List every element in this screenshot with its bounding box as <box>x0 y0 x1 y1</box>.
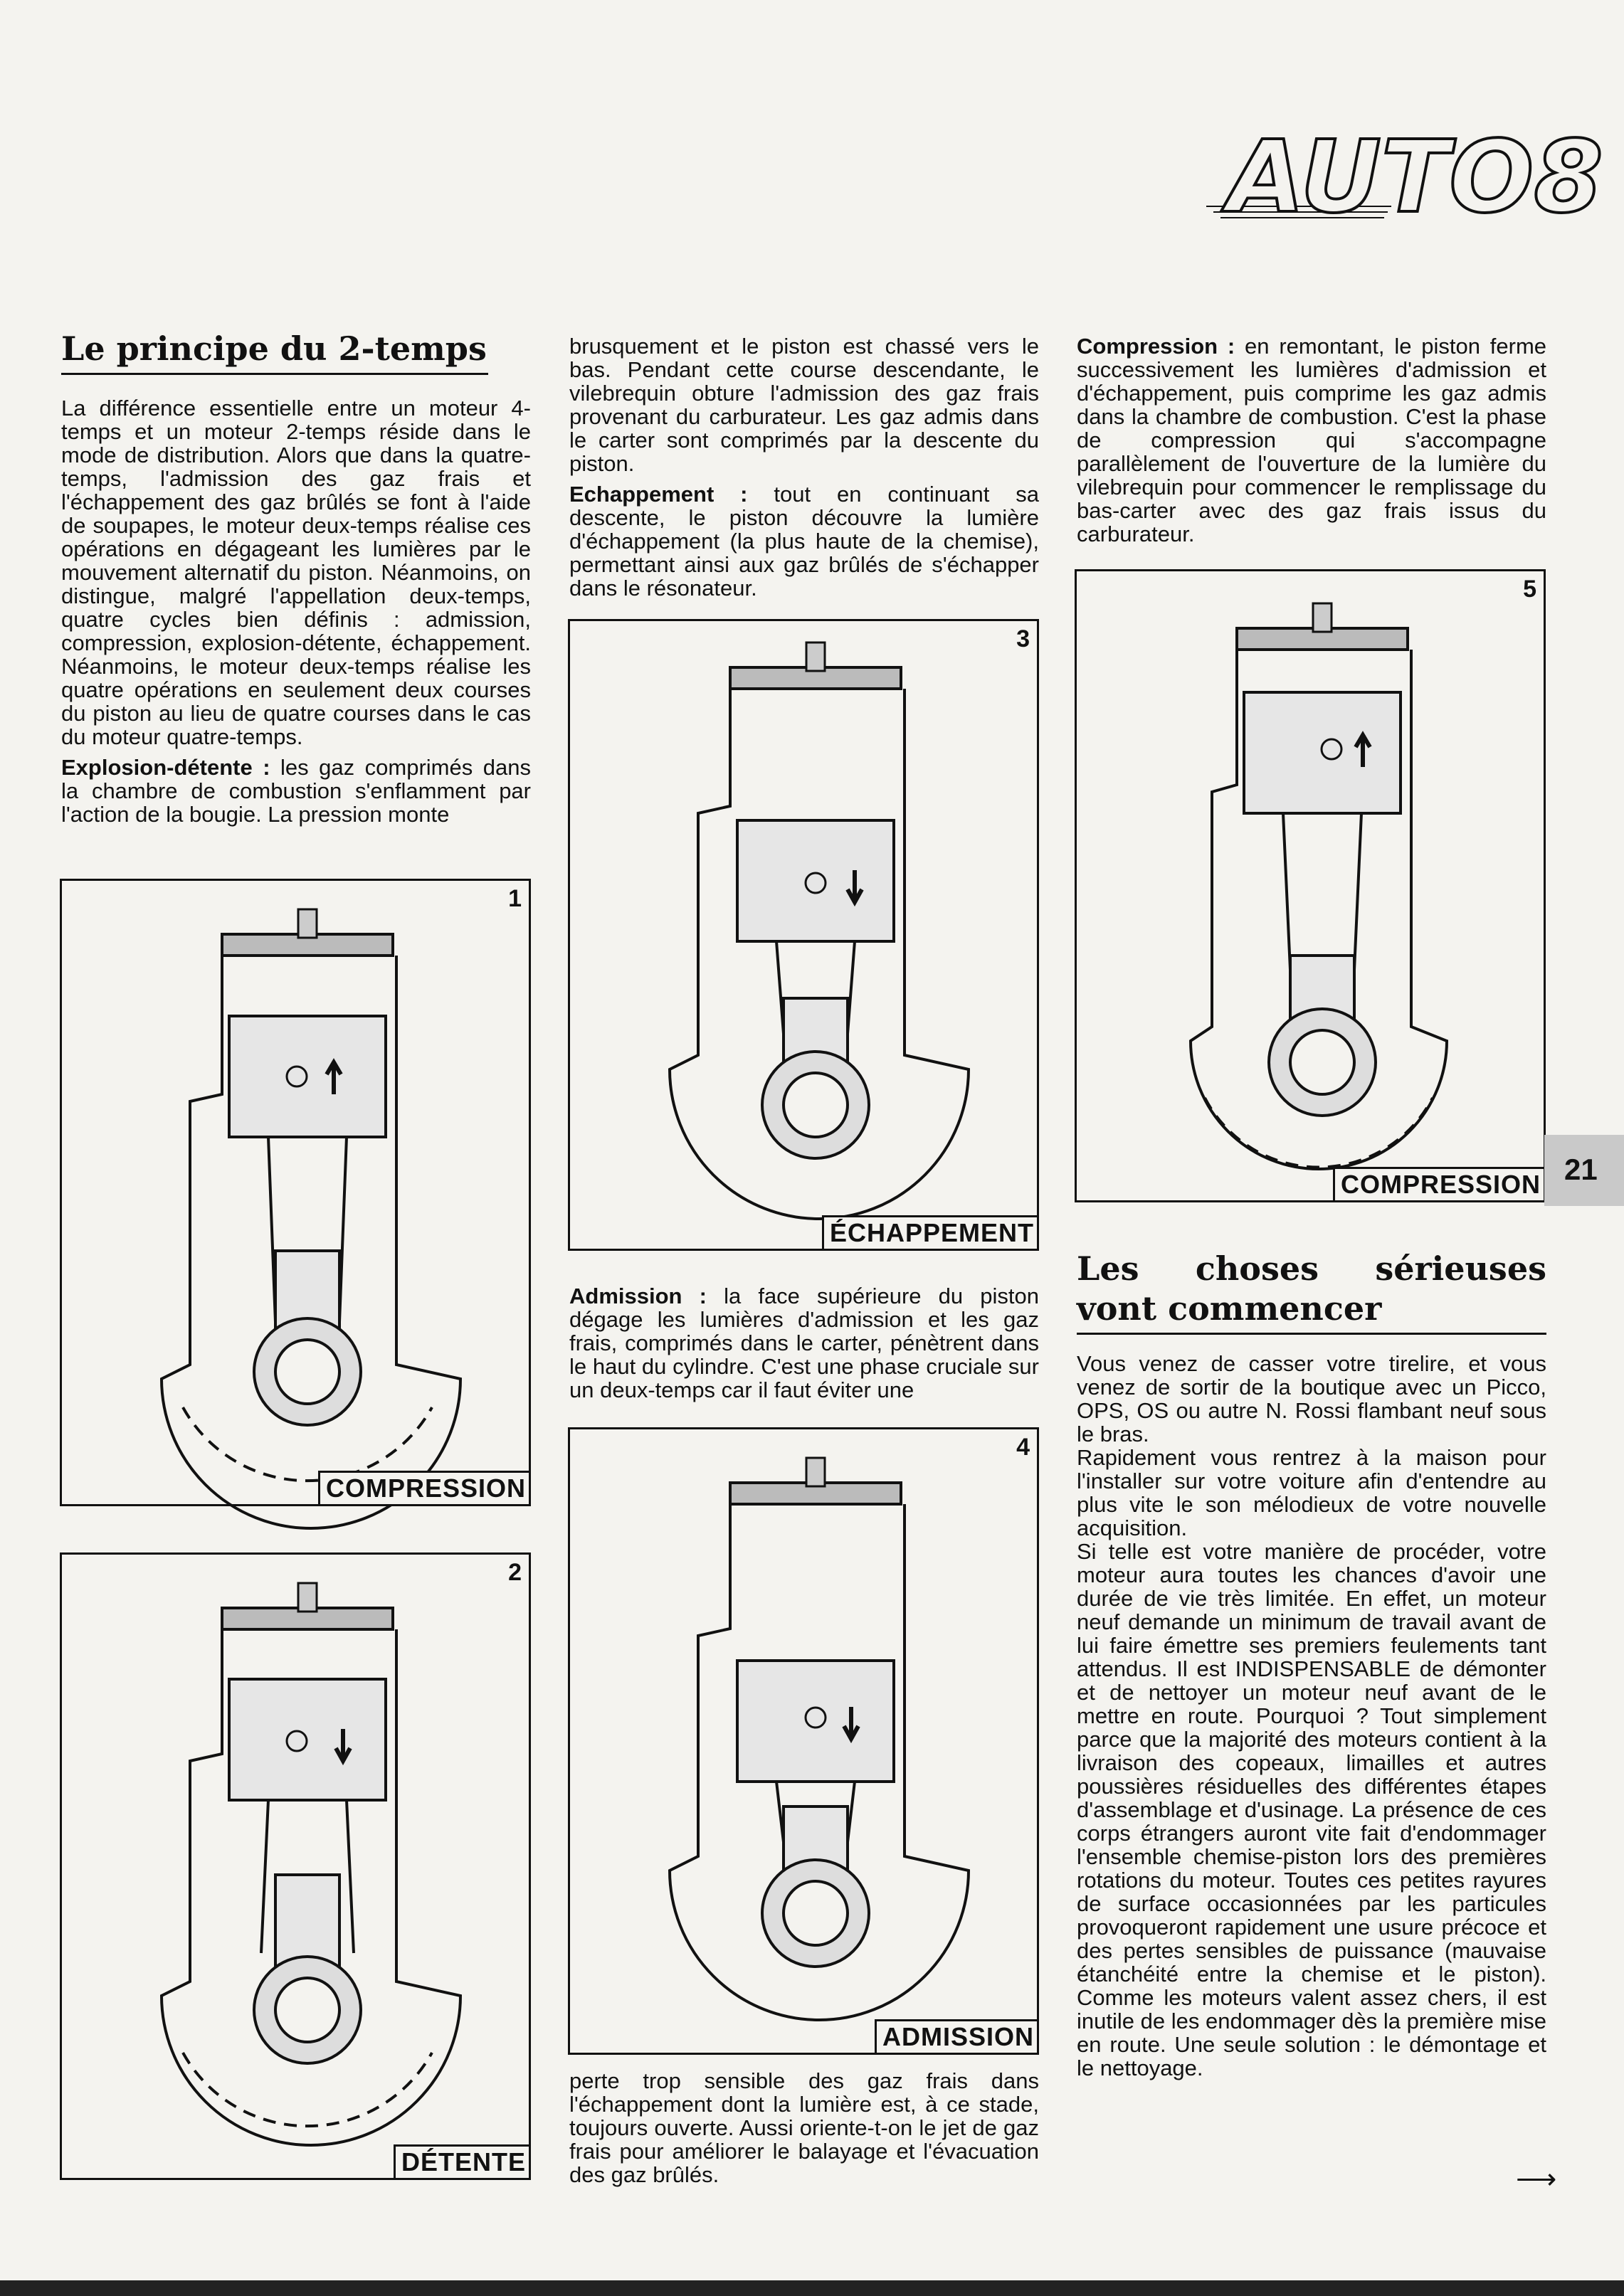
explosion-paragraph <box>61 756 531 826</box>
figure-number: 3 <box>1016 625 1030 652</box>
paragraph-demontage: Si telle est votre manière de procéder, votre moteur aura toutes les chances d'avoir une durée de vie très limitée. En effet, un moteur neuf demande un minimum de travail avant de lui faire émettre ses premiers feulements tant attendus. Il est INDISPENSABLE de démonter et de nettoyer un moteur neuf avant de le mettre en route. Pourquoi ? Tout simplement parce que la majorité des moteurs contient à la livraison des copeaux, limailles et autres poussières résiduelles des différentes étapes d'assemblage et d'usinage. La présence de ces corps étrangers auront vite fait d'endommager l'ensemble chemise-piston lors des premières rotations du moteur. Toutes ces petites rayures de surface occasionnées par les particules provoqueront rapidement une usure précoce et des pertes sensibles de puissance (mauvaise étanchéité entre la chemise et le piston). Comme les moteurs valent assez chers, il est inutile de les endommager dès la première mise en route. Une seule solution : le démontage et le nettoyage. <box>1077 1539 1546 2080</box>
explosion-lead: Explosion-détente : <box>61 755 270 780</box>
figure-admission-4 <box>568 1427 1039 2055</box>
column-left <box>61 329 531 833</box>
page-bottom-edge <box>0 2280 1624 2296</box>
figure-label: DÉTENTE <box>394 2144 529 2178</box>
auto8-logo <box>1206 120 1603 236</box>
figure-label: ÉCHAPPEMENT <box>822 1215 1037 1249</box>
admission-lead: Admission : <box>569 1284 707 1308</box>
echappement-text: tout en continuant sa descente, le piston découvre la lumière d'échappement (la plus haute de la chemise), permettant ainsi aux gaz brûlés de s'échapper dans le résonateur. <box>569 482 1039 601</box>
engine-diagram <box>1077 571 1544 1200</box>
figure-label: COMPRESSION <box>1333 1167 1544 1200</box>
engine-diagram <box>570 621 1037 1249</box>
echappement-lead: Echappement : <box>569 482 748 507</box>
continue-arrow-icon: ⟶ <box>1516 2164 1557 2195</box>
intro-paragraph: La différence essentielle entre un moteur 4-temps et un moteur 2-temps réside dans le mode de distribution. Alors que dans la quatre-temps, l'admission des gaz frais et l'échappement des gaz brûlés se font à l'aide de soupapes, le moteur deux-temps réalise ces opérations en dégageant les lumières par le mouvement alternatif du piston. Néanmoins, on distingue, malgré l'appellation deux-temps, quatre cycles bien définis : admission, compression, explosion-détente, échappement. Néanmoins, le moteur deux-temps réalise les quatre opérations en seulement deux courses du piston au lieu de quatre courses dans le cas du moteur quatre-temps. <box>61 396 531 749</box>
figure-echappement-3 <box>568 619 1039 1251</box>
figure-number: 2 <box>508 1559 522 1586</box>
page-number: 21 <box>1564 1153 1598 1186</box>
figure-compression-1 <box>60 879 531 1506</box>
figure-detente-2 <box>60 1552 531 2180</box>
figure-label: ADMISSION <box>875 2019 1037 2053</box>
admission-continued-block <box>569 2069 1039 2194</box>
figure-number: 5 <box>1523 576 1536 603</box>
compression-lead: Compression : <box>1077 334 1235 359</box>
admission-text: la face supérieure du piston dégage les lumières d'admission et les gaz frais, comprimés dans le carter, pénètrent dans le haut du cylindre. C'est une phase cruciale sur un deux-temps car il faut éviter une <box>569 1284 1040 1402</box>
compression-text: en remontant, le piston ferme successivement les lumières d'admission et d'échappement, puis comprime les gaz admis dans la chambre de combustion. C'est la phase de compression qui s'accompagne parallèlement de l'ouverture de la lumière du vilebrequin pour commencer le remplissage du bas-carter avec des gaz frais issus du carburateur. <box>1077 334 1547 546</box>
column-right-top <box>1077 334 1546 553</box>
svg-text:AUTO8: AUTO8 <box>1228 120 1603 236</box>
paragraph-tirelire: Vous venez de casser votre tirelire, et vous venez de sortir de la boutique avec un Picco, OPS, OS ou autre N. Rossi flambant neuf sous le bras. <box>1077 1351 1546 1446</box>
paragraph-rentrez: Rapidement vous rentrez à la maison pour l'installer sur votre voiture afin d'entendre au plus vite le son mélodieux de votre nouvelle acquisition. <box>1077 1445 1546 1540</box>
engine-diagram <box>570 1429 1037 2053</box>
section-heading: Les choses sérieuses vont commencer <box>1077 1249 1546 1335</box>
figure-number: 1 <box>508 885 522 912</box>
admission-paragraph <box>569 1284 1039 1402</box>
compression-paragraph <box>1077 334 1546 546</box>
detente-continued-paragraph: brusquement et le piston est chassé vers le bas. Pendant cette course descendante, le vilebrequin obture l'admission des gaz frais provenant du carburateur. Les gaz admis dans le carter sont comprimés par la descente du piston. <box>569 334 1039 476</box>
engine-diagram <box>62 881 529 1504</box>
column-right-bottom <box>1077 1249 1546 2087</box>
figure-number: 4 <box>1016 1434 1030 1461</box>
article-heading: Le principe du 2-temps <box>61 329 488 375</box>
admission-block <box>569 1284 1039 1409</box>
figure-compression-5 <box>1075 569 1546 1202</box>
explosion-text: les gaz comprimés dans la chambre de combustion s'enflamment par l'action de la bougie. La pression monte <box>61 755 531 827</box>
figure-label: COMPRESSION <box>318 1471 529 1504</box>
echappement-paragraph <box>569 482 1039 600</box>
engine-diagram <box>62 1555 529 2178</box>
admission-continued-paragraph: perte trop sensible des gaz frais dans l'échappement dont la lumière est, à ce stade, toujours ouverte. Aussi oriente-t-on le jet de gaz frais pour améliorer le balayage et l'évacuation des gaz brûlés. <box>569 2068 1039 2187</box>
column-middle <box>569 334 1039 607</box>
